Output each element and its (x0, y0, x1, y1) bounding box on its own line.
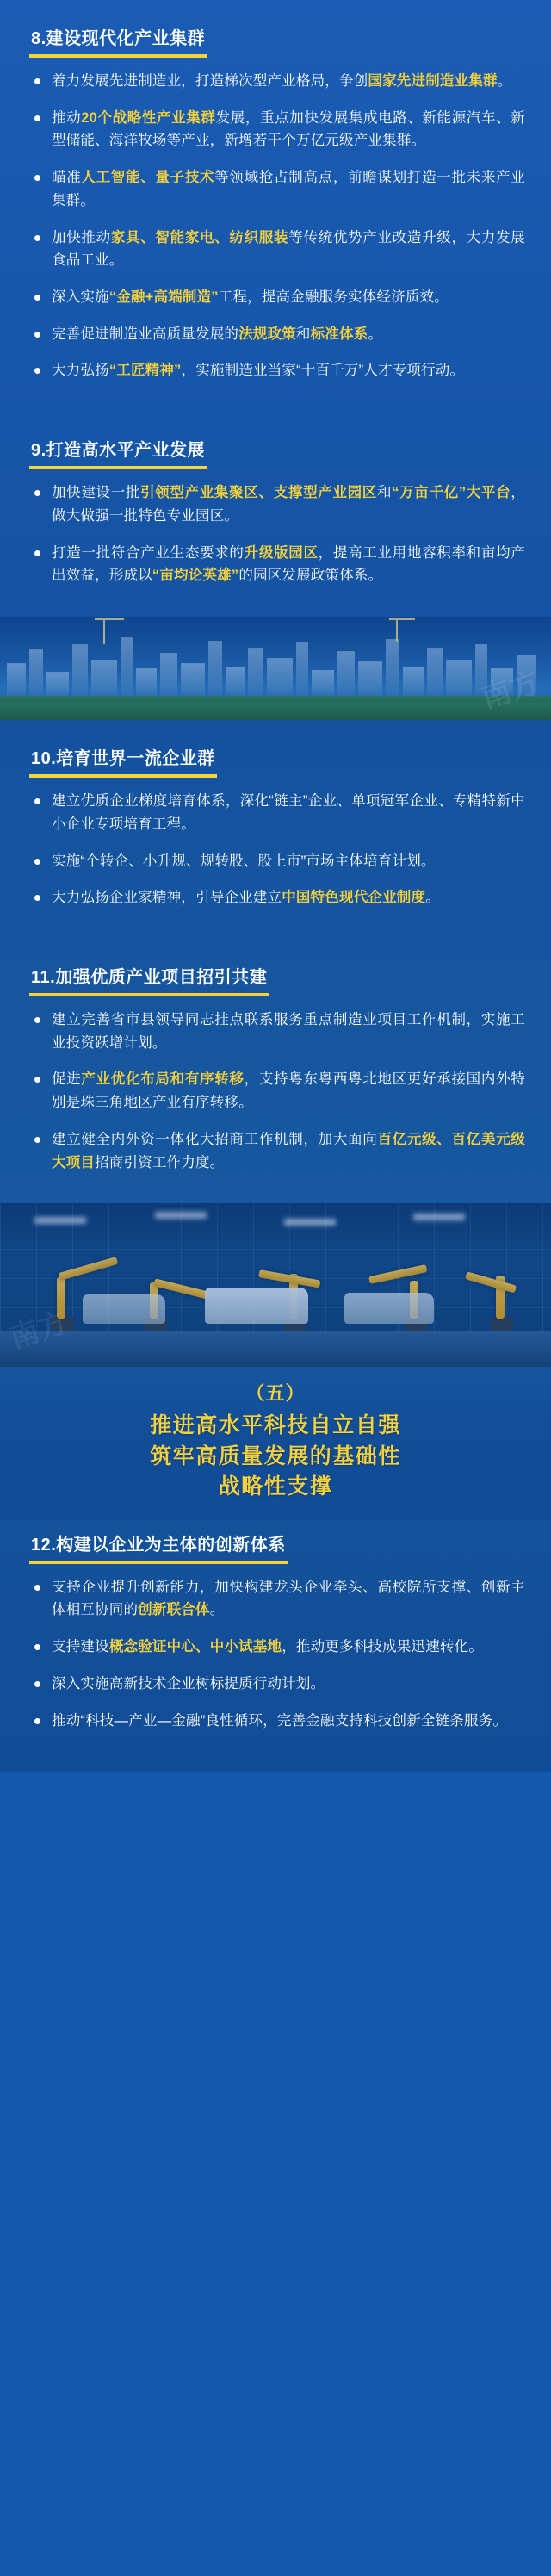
list-item: 建立健全内外资一体化大招商工作机制，加大面向百亿元级、百亿美元级大项目招商引资工作力度。 (31, 1128, 525, 1174)
list-item: 推动“科技—产业—金融”良性循环，完善金融支持科技创新全链条服务。 (31, 1710, 525, 1733)
section-9-list (26, 481, 525, 587)
chapter-title-block (0, 1367, 551, 1520)
section-12-heading: 12.构建以企业为主体的创新体系 (29, 1532, 288, 1564)
section-11-list (26, 1009, 525, 1174)
chapter-title-line-1: 推进高水平科技自立自强 (150, 1413, 401, 1438)
list-item: 加快建设一批引领型产业集聚区、支撑型产业园区和“万亩千亿”大平台，做大做强一批特色专业园区。 (31, 481, 525, 527)
city-skyline-photo (0, 617, 551, 720)
list-item: 深入实施高新技术企业树标提质行动计划。 (31, 1673, 525, 1696)
skyline-buildings (0, 636, 551, 698)
section-8-list (26, 70, 525, 382)
greenery (0, 696, 551, 720)
section-11 (0, 939, 551, 1203)
list-item: 大力弘扬“工匠精神”，实施制造业当家“十百千万”人才专项行动。 (31, 359, 525, 382)
section-12-list (26, 1576, 525, 1733)
list-item: 深入实施“金融+高端制造”工程，提高金融服务实体经济质效。 (31, 286, 525, 309)
list-item: 打造一批符合产业生态要求的升级版园区，提高工业用地容积率和亩均产出效益，形成以“亩均论英雄”的园区发展政策体系。 (31, 542, 525, 587)
list-item: 实施“个转企、小升规、规转股、股上市”市场主体培育计划。 (31, 850, 525, 873)
section-9-heading: 9.打造高水平产业发展 (29, 438, 207, 469)
section-10-heading: 10.培育世界一流企业群 (29, 746, 217, 778)
robot-factory-photo (0, 1203, 551, 1367)
list-item: 着力发展先进制造业，打造梯次型产业格局，争创国家先进制造业集群。 (31, 70, 525, 93)
section-10 (0, 720, 551, 939)
list-item: 瞄准人工智能、量子技术等领域抢占制高点，前瞻谋划打造一批未来产业集群。 (31, 166, 525, 212)
list-item: 加快推动家具、智能家电、纺织服装等传统优势产业改造升级，大力发展食品工业。 (31, 227, 525, 272)
section-10-list (26, 790, 525, 909)
chapter-number: （五） (245, 1382, 306, 1405)
factory-floor (0, 1331, 551, 1367)
section-9 (0, 412, 551, 617)
section-8 (0, 0, 551, 412)
list-item: 支持企业提升创新能力，加快构建龙头企业牵头、高校院所支撑、创新主体相互协同的创新联合体。 (31, 1576, 525, 1622)
list-item: 建立完善省市县领导同志挂点联系服务重点制造业项目工作机制，实施工业投资跃增计划。 (31, 1009, 525, 1054)
list-item: 大力弘扬企业家精神，引导企业建立中国特色现代企业制度。 (31, 886, 525, 909)
chapter-title-line-3: 战略性支撑 (218, 1474, 333, 1499)
list-item: 完善促进制造业高质量发展的法规政策和标准体系。 (31, 323, 525, 346)
list-item: 促进产业优化布局和有序转移，支持粤东粤西粤北地区更好承接国内外特别是珠三角地区产业有序转移。 (31, 1068, 525, 1114)
section-8-heading: 8.建设现代化产业集群 (29, 26, 207, 58)
list-item: 推动20个战略性产业集群发展，重点加快发展集成电路、新能源汽车、新型储能、海洋牧场等产业，新增若干个万亿元级产业集群。 (31, 107, 525, 152)
section-12 (0, 1520, 551, 1772)
list-item: 支持建设概念验证中心、中小试基地，推动更多科技成果迅速转化。 (31, 1636, 525, 1659)
section-11-heading: 11.加强优质产业项目招引共建 (29, 965, 269, 996)
chapter-title-line-2: 筑牢高质量发展的基础性 (150, 1443, 401, 1468)
list-item: 建立优质企业梯度培育体系，深化“链主”企业、单项冠军企业、专精特新中小企业专项培育工程。 (31, 790, 525, 835)
